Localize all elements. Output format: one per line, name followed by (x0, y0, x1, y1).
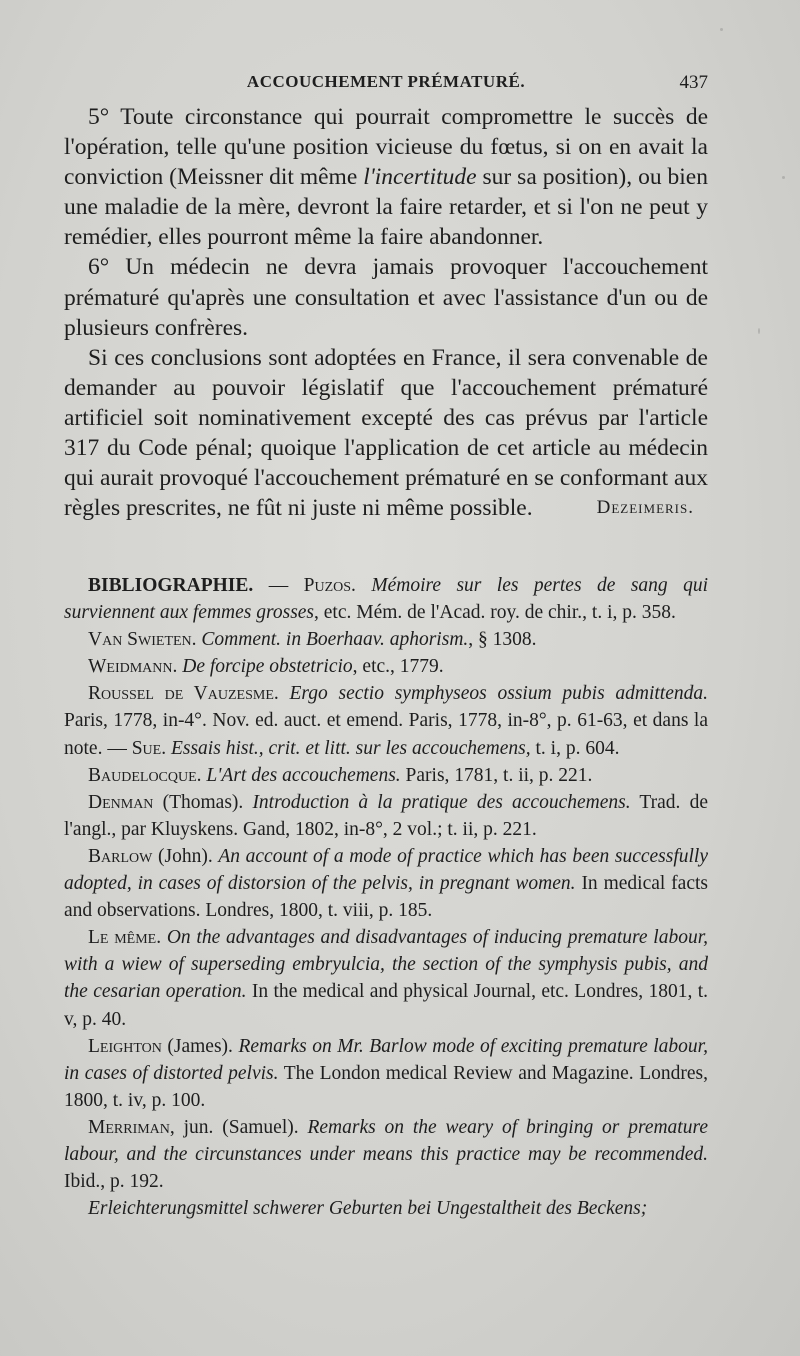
running-title: ACCOUCHEMENT PRÉMATURÉ. (246, 72, 526, 91)
bib-entry: BIBLIOGRAPHIE. — Puzos. Mémoire sur les pertes de sang qui surviennent aux femmes grosses, etc. Mém. de l'Acad. roy. de chir., t. i, p. 358. (64, 575, 709, 624)
paragraph-6: 6° Un médecin ne devra jamais provoquer l'accouchement prématuré qu'après une consultation et avec l'assistance d'un ou de plusieurs confrères. (64, 254, 708, 341)
bib-entry: Leighton (James). Remarks on Mr. Barlow mode of exciting premature labour, in cases of distorted pelvis. The London medical Review and Magazine. Londres, 1800, t. iv, p. 100. (64, 1035, 708, 1111)
paragraph-5: 5° Toute circonstance qui pourrait compromettre le succès de l'opération, telle qu'une position vicieuse du fœtus, si on en avait la conviction (Meissner dit même l'incertitude sur sa position), ou bien une maladie de la mère, devront la faire retarder, et si l'on ne peut y remédier, elles pourront même la faire abandonner. (64, 104, 708, 251)
bib-entry: Barlow (John). An account of a mode of practice which has been successfully adopted, in cases of distorsion of the pelvis, in pregnant women. In medical facts and observations. Londres, 1800, t. viii, p. 185. (64, 845, 709, 922)
main-text (64, 102, 708, 523)
page-header (64, 72, 708, 98)
paper-spot (690, 688, 694, 692)
bib-entry: Merriman, jun. (Samuel). Remarks on the weary of bringing or premature labour, and the circunstances under means this practice may be recommended. Ibid., p. 192. (64, 1116, 708, 1193)
bib-entry: Van Swieten. Comment. in Boerhaav. aphorism., § 1308. (88, 629, 537, 651)
bibliography (64, 572, 708, 1222)
paper-spot (758, 328, 760, 334)
bib-entry: Denman (Thomas). Introduction à la pratique des accouchemens. Trad. de l'angl., par Kluyskens. Gand, 1802, in-8°, 2 vol.; t. ii, p. 221. (64, 791, 708, 840)
paper-spot (720, 28, 723, 31)
paragraph-conclusion: Si ces conclusions sont adoptées en France, il sera convenable de demander au pouvoir législatif que l'accouchement prématuré artificiel soit nominativement excepté des cas prévus par l'article 317 du Code pénal; quoique l'application de cet article au médecin qui aurait provoqué l'accouchement prématuré en se conformant aux règles prescrites, ne fût ni juste ni même possible. Dezeimeris. (64, 343, 708, 524)
bib-entry: Weidmann. De forcipe obstetricio, etc., 1779. (88, 656, 444, 678)
paper-spot (782, 176, 785, 179)
bibliography-heading: BIBLIOGRAPHIE. (88, 575, 254, 596)
page-number: 437 (679, 72, 708, 93)
bib-entry: Baudelocque. L'Art des accouchemens. Paris, 1781, t. ii, p. 221. (88, 764, 593, 786)
bib-entry: Erleichterungsmittel schwerer Geburten bei Ungestaltheit des Beckens; (88, 1198, 648, 1220)
author-signature: Dezeimeris. (596, 497, 694, 519)
bib-entry: Le même. On the advantages and disadvantages of inducing premature labour, with a wiew of superseding embryulcia, the section of the symphysis pubis, and the cesarian operation. In the medical and physical Journal, etc. Londres, 1801, t. v, p. 40. (64, 927, 709, 1030)
bib-entry: Roussel de Vauzesme. Ergo sectio symphyseos ossium pubis admittenda. Paris, 1778, in-4°. Nov. ed. auct. et emend. Paris, 1778, in-8°, p. 61-63, et dans la note. — Sue. Essais hist., crit. et litt. sur les accouchemens, t. i, p. 604. (64, 683, 709, 759)
